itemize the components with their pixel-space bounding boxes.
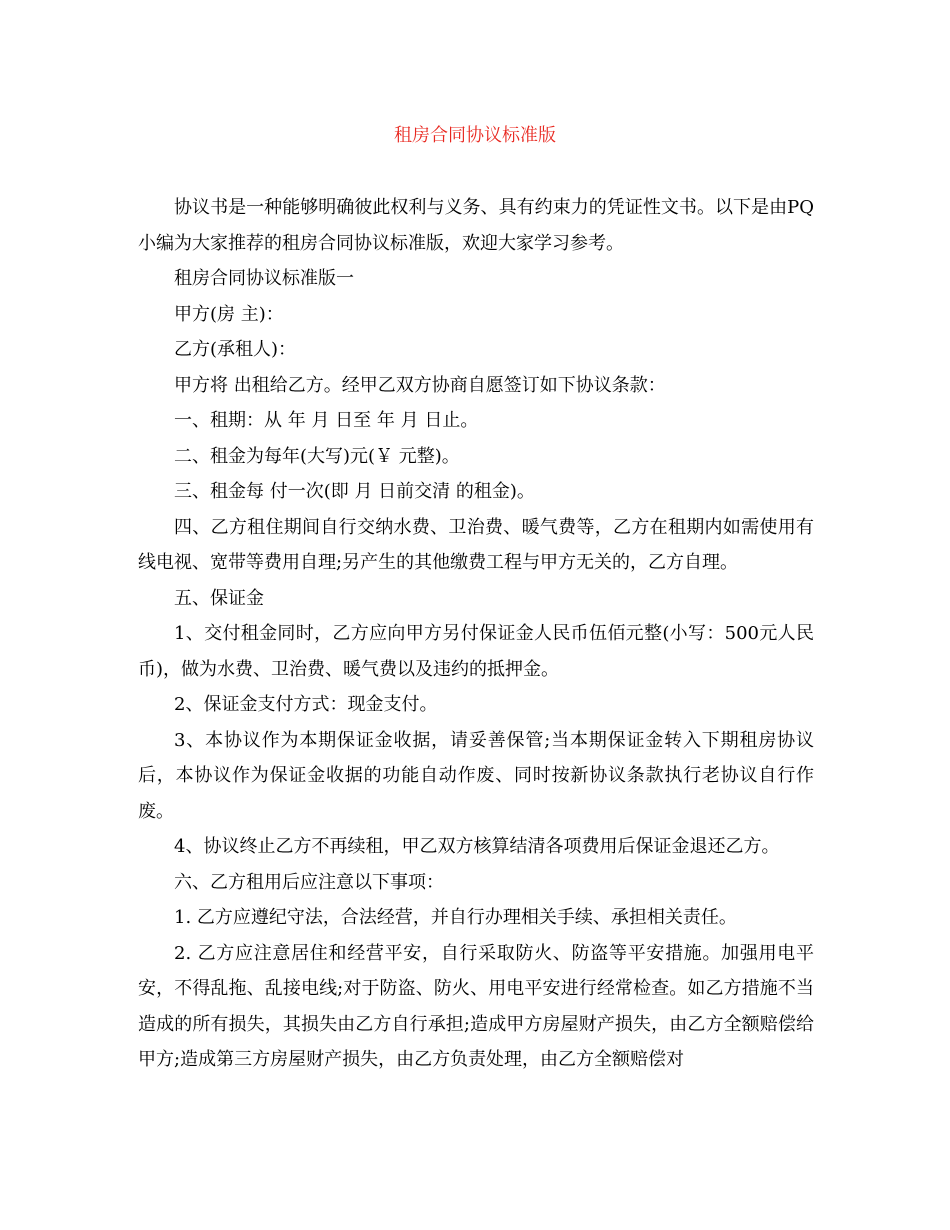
paragraph: 三、租金每 付一次(即 月 日前交清 的租金)。 [174,481,535,502]
paragraph: 2、保证金支付方式：现金支付。 [174,694,438,715]
paragraph: 1、交付租金同时，乙方应向甲方另付保证金人民币伍佰元整(小写：500元人民币)，做为水费、卫治费、暖气费以及违约的抵押金。 [138,623,814,680]
paragraph: 二、租金为每年(大写)元(￥ 元整)。 [174,445,460,467]
paragraph: 甲方将 出租给乙方。经甲乙双方协商自愿签订如下协议条款： [174,374,666,396]
paragraph: 一、租期：从 年 月 日至 年 月 日止。 [174,410,479,431]
paragraph: 四、乙方租住期间自行交纳水费、卫治费、暖气费等，乙方在租期内如需使用有线电视、宽带等费用自理;另产生的其他缴费工程与甲方无关的，乙方自理。 [138,516,814,573]
paragraph: 租房合同协议标准版一 [174,268,354,289]
paragraph: 甲方(房 主)： [174,303,284,325]
paragraph: 2. 乙方应注意居住和经营平安，自行采取防火、防盗等平安措施。加强用电平安，不得乱拖、乱接电线;对于防盗、防火、用电平安进行经常检查。如乙方措施不当造成的所有损失，其损失由乙方自行承担;造成甲方房屋财产损失，由乙方全额赔偿给甲方;造成第三方房屋财产损失，由乙方负责处理，由乙方全额赔偿对 [138,942,814,1070]
paragraph: 1. 乙方应遵纪守法，合法经营，并自行办理相关手续、承担相关责任。 [174,907,737,928]
paragraph: 协议书是一种能够明确彼此权利与义务、具有约束力的凭证性文书。以下是由PQ小编为大家推荐的租房合同协议标准版，欢迎大家学习参考。 [138,197,814,254]
paragraph: 五、保证金 [174,587,264,609]
paragraph: 4、协议终止乙方不再续租，甲乙双方核算结清各项费用后保证金退还乙方。 [174,836,780,857]
document-body [138,190,814,1078]
document-title: 租房合同协议标准版 [394,125,556,146]
paragraph: 乙方(承租人)： [174,339,297,360]
paragraph: 六、乙方租用后应注意以下事项： [174,871,444,893]
paragraph: 3、本协议作为本期保证金收据，请妥善保管;当本期保证金转入下期租房协议后，本协议作为保证金收据的功能自动作废、同时按新协议条款执行老协议自行作废。 [138,729,814,822]
